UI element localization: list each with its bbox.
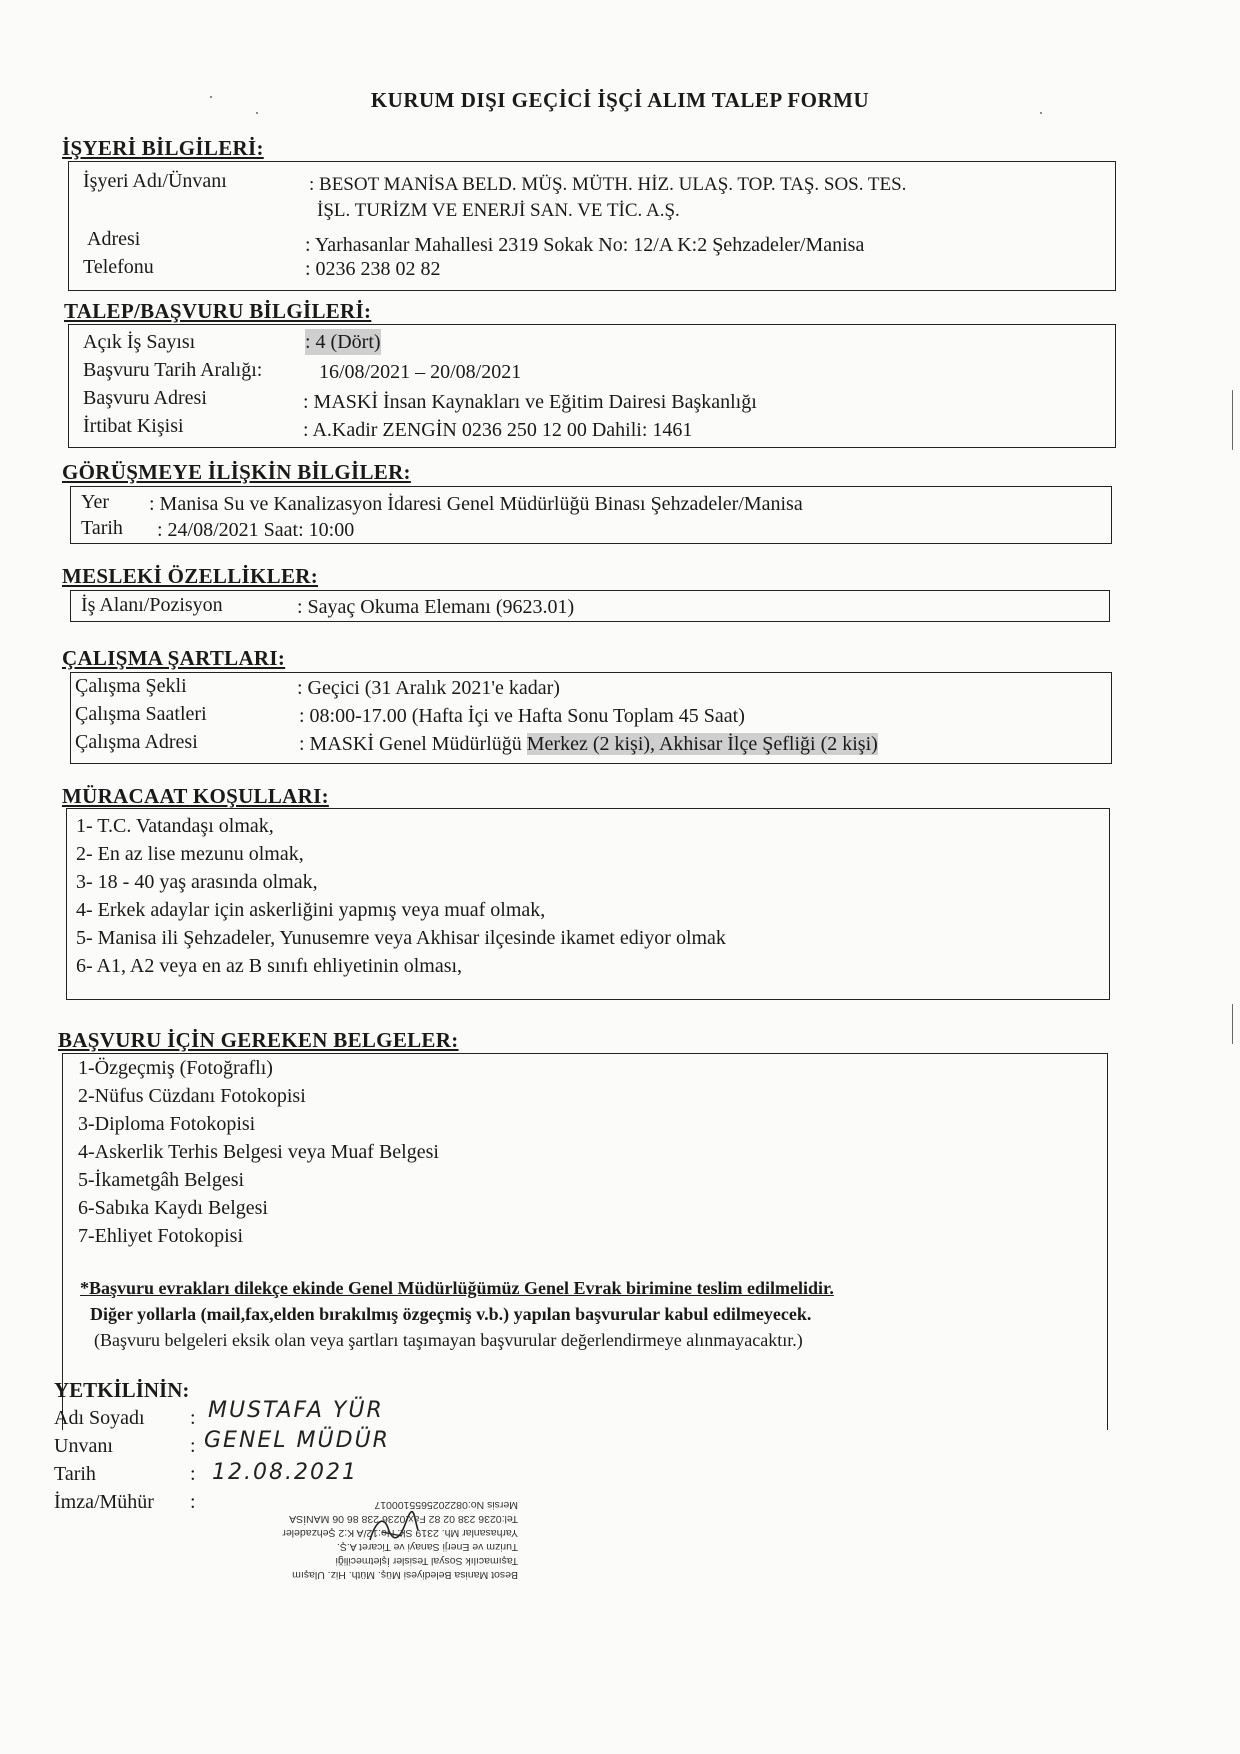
authority-title-colon: : bbox=[190, 1435, 196, 1457]
interview-place-value: : Manisa Su ve Kanalizasyon İdaresi Genel Müdürlüğü Binası Şehzadeler/Manisa bbox=[149, 493, 803, 515]
documents-list bbox=[78, 1054, 439, 1250]
position-label: İş Alanı/Pozisyon bbox=[81, 594, 223, 616]
authority-name-colon: : bbox=[190, 1407, 196, 1429]
employer-name-value-2: İŞL. TURİZM VE ENERJİ SAN. VE TİC. A.Ş. bbox=[317, 200, 680, 221]
work-address-value bbox=[299, 731, 878, 757]
work-address-value-b: Merkez (2 kişi), Akhisar İlçe Şefliği (2 kişi) bbox=[526, 733, 878, 755]
authority-name-label: Adı Soyadı bbox=[54, 1407, 145, 1429]
requirement-item: 5- Manisa ili Şehzadeler, Yunusemre veya Akhisar ilçesinde ikamet ediyor olmak bbox=[76, 927, 726, 949]
contact-value: : A.Kadir ZENGİN 0236 250 12 00 Dahili: 1461 bbox=[303, 419, 693, 441]
note-line-3: (Başvuru belgeleri eksik olan veya şartları taşımayan başvurular değerlendirmeye alınmayacaktır.) bbox=[94, 1330, 803, 1350]
profession-heading: MESLEKİ ÖZELLİKLER: bbox=[62, 564, 319, 588]
authority-name-handwritten: MUSTAFA YÜR bbox=[208, 1398, 384, 1423]
document-item: 2-Nüfus Cüzdanı Fotokopisi bbox=[78, 1085, 306, 1107]
stamp-line: Tel:0236 238 02 82 Fax:0236 238 86 06 MANİSA bbox=[289, 1513, 518, 1525]
employer-phone-label: Telefonu bbox=[83, 256, 154, 278]
employer-box bbox=[68, 161, 1116, 291]
employer-heading: İŞYERİ BİLGİLERİ: bbox=[62, 136, 264, 160]
stamp-line: Mersis No:0822025655100017 bbox=[374, 1499, 518, 1511]
stamp-line: Turizm ve Enerji Sanayi ve Ticaret A.Ş. bbox=[336, 1541, 518, 1553]
document-item: 6-Sabıka Kaydı Belgesi bbox=[78, 1197, 268, 1219]
work-address-label: Çalışma Adresi bbox=[75, 731, 198, 753]
date-range-value: 16/08/2021 – 20/08/2021 bbox=[319, 361, 522, 383]
form-title: KURUM DIŞI GEÇİCİ İŞÇİ ALIM TALEP FORMU bbox=[370, 88, 870, 112]
work-type-label: Çalışma Şekli bbox=[75, 675, 187, 697]
conditions-box bbox=[70, 672, 1112, 764]
app-address-label: Başvuru Adresi bbox=[83, 387, 207, 409]
employer-name-value-1: : BESOT MANİSA BELD. MÜŞ. MÜTH. HİZ. ULAŞ. TOP. TAŞ. SOS. TES. bbox=[309, 174, 907, 195]
note-line-1: *Başvuru evrakları dilekçe ekinde Genel Müdürlüğümüz Genel Evrak birimine teslim edilmelidir. bbox=[80, 1278, 834, 1298]
authority-title-label: Unvanı bbox=[54, 1435, 113, 1457]
requirement-item: 3- 18 - 40 yaş arasında olmak, bbox=[76, 871, 318, 893]
conditions-heading: ÇALIŞMA ŞARTLARI: bbox=[62, 646, 286, 670]
contact-label: İrtibat Kişisi bbox=[83, 415, 184, 437]
authority-heading: YETKİLİNİN: bbox=[54, 1378, 190, 1402]
employer-phone-value: : 0236 238 02 82 bbox=[305, 258, 441, 280]
stamp-line: Taşımacılık Sosyal Tesisler İşletmeciliği bbox=[335, 1555, 518, 1567]
work-type-value: : Geçici (31 Aralık 2021'e kadar) bbox=[297, 677, 560, 699]
authority-date-label: Tarih bbox=[54, 1463, 96, 1485]
scan-edge bbox=[1232, 390, 1233, 450]
scan-speck bbox=[1040, 112, 1042, 114]
document-item: 3-Diploma Fotokopisi bbox=[78, 1113, 256, 1135]
authority-title-handwritten: GENEL MÜDÜR bbox=[204, 1428, 390, 1453]
interview-date-label: Tarih bbox=[81, 517, 123, 539]
requirement-item: 1- T.C. Vatandaşı olmak, bbox=[76, 815, 274, 837]
stamp-line: Besot Manisa Belediyesi Müş. Müth. Hiz. Ulaşım bbox=[292, 1569, 518, 1581]
interview-box bbox=[70, 486, 1112, 544]
request-heading: TALEP/BAŞVURU BİLGİLERİ: bbox=[64, 299, 372, 323]
position-value: : Sayaç Okuma Elemanı (9623.01) bbox=[297, 596, 575, 618]
authority-date-colon: : bbox=[190, 1463, 196, 1485]
work-address-value-a: : MASKİ Genel Müdürlüğü bbox=[299, 733, 527, 755]
date-range-label: Başvuru Tarih Aralığı: bbox=[83, 359, 263, 381]
work-hours-label: Çalışma Saatleri bbox=[75, 703, 207, 725]
employer-name-label: İşyeri Adı/Ünvanı bbox=[83, 170, 227, 192]
document-item: 4-Askerlik Terhis Belgesi veya Muaf Belgesi bbox=[78, 1141, 439, 1163]
requirements-list bbox=[76, 812, 726, 980]
note-line-2: Diğer yollarla (mail,fax,elden bırakılmış özgeçmiş v.b.) yapılan başvurular kabul edilmeyecek. bbox=[90, 1304, 812, 1324]
company-stamp bbox=[228, 1498, 518, 1582]
employer-address-label: Adresi bbox=[87, 228, 141, 250]
scan-edge bbox=[1232, 1004, 1233, 1044]
profession-box bbox=[70, 590, 1110, 622]
requirement-item: 4- Erkek adaylar için askerliğini yapmış veya muaf olmak, bbox=[76, 899, 546, 921]
interview-place-label: Yer bbox=[81, 491, 109, 513]
authority-sign-colon: : bbox=[190, 1491, 196, 1513]
requirement-item: 6- A1, A2 veya en az B sınıfı ehliyetinin olması, bbox=[76, 955, 463, 977]
openings-value: : 4 (Dört) bbox=[305, 331, 381, 353]
document-item: 5-İkametgâh Belgesi bbox=[78, 1169, 245, 1191]
requirements-heading: MÜRACAAT KOŞULLARI: bbox=[62, 784, 329, 808]
authority-date-handwritten: 12.08.2021 bbox=[212, 1460, 358, 1485]
scan-speck bbox=[210, 96, 212, 98]
work-hours-value: : 08:00-17.00 (Hafta İçi ve Hafta Sonu Toplam 45 Saat) bbox=[299, 705, 745, 727]
interview-heading: GÖRÜŞMEYE İLİŞKİN BİLGİLER: bbox=[62, 460, 411, 484]
openings-label: Açık İş Sayısı bbox=[83, 331, 196, 353]
scan-speck bbox=[256, 112, 258, 114]
authority-sign-label: İmza/Mühür bbox=[54, 1491, 154, 1513]
request-box bbox=[68, 324, 1116, 448]
interview-date-value: : 24/08/2021 Saat: 10:00 bbox=[157, 519, 355, 541]
requirement-item: 2- En az lise mezunu olmak, bbox=[76, 843, 304, 865]
document-item: 7-Ehliyet Fotokopisi bbox=[78, 1225, 243, 1247]
employer-address-value: : Yarhasanlar Mahallesi 2319 Sokak No: 12/A K:2 Şehzadeler/Manisa bbox=[305, 234, 865, 256]
app-address-value: : MASKİ İnsan Kaynakları ve Eğitim Dairesi Başkanlığı bbox=[303, 391, 757, 413]
document-item: 1-Özgeçmiş (Fotoğraflı) bbox=[78, 1057, 273, 1079]
stamp-line: Yarhasanlar Mh. 2319 Sk. No:12/A K:2 Şehzadeler bbox=[282, 1527, 518, 1539]
documents-heading: BAŞVURU İÇİN GEREKEN BELGELER: bbox=[58, 1028, 459, 1052]
